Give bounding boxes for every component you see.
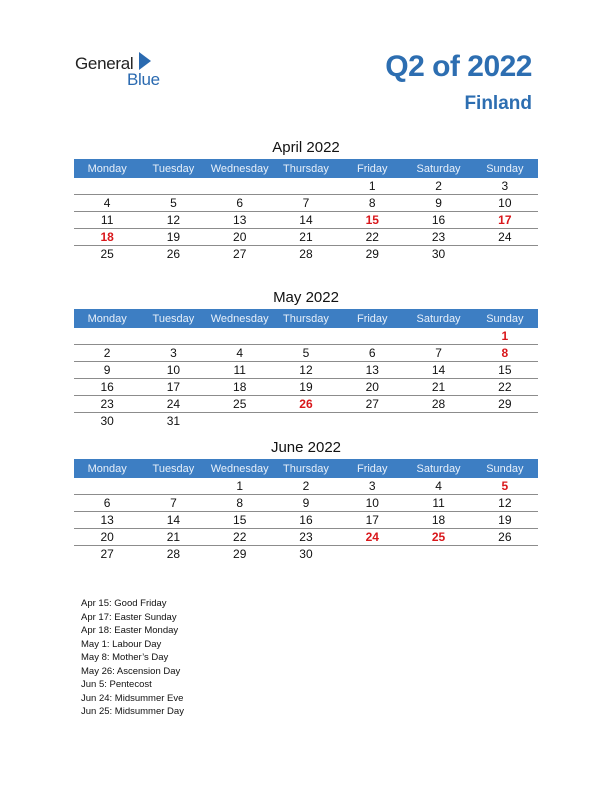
day-cell: 16: [405, 212, 471, 229]
weekday-header: Saturday: [405, 309, 471, 328]
day-cell: 1: [472, 328, 538, 345]
day-cell: [472, 546, 538, 563]
week-row: [74, 546, 538, 563]
week-row: [74, 345, 538, 362]
calendar-table: [74, 309, 538, 429]
day-cell: [339, 328, 405, 345]
day-cell: 17: [339, 512, 405, 529]
week-row: [74, 413, 538, 430]
weekday-header: Wednesday: [207, 159, 273, 178]
day-cell: 9: [273, 495, 339, 512]
holiday-item: Jun 25: Midsummer Day: [81, 706, 184, 717]
day-cell: 22: [472, 379, 538, 396]
week-row: [74, 396, 538, 413]
day-cell: 6: [339, 345, 405, 362]
week-row: [74, 246, 538, 263]
day-cell: 26: [273, 396, 339, 413]
day-cell: [207, 413, 273, 430]
logo-blue-text: Blue: [127, 70, 160, 89]
weekday-header: Saturday: [405, 159, 471, 178]
day-cell: 4: [405, 478, 471, 495]
day-cell: [207, 328, 273, 345]
day-cell: 15: [207, 512, 273, 529]
day-cell: 7: [140, 495, 206, 512]
weekday-header: Saturday: [405, 459, 471, 478]
day-cell: 27: [339, 396, 405, 413]
day-cell: 31: [166, 414, 181, 428]
month-title: April 2022: [272, 139, 340, 156]
day-cell: 29: [365, 247, 379, 261]
day-cell: 11: [405, 495, 471, 512]
day-cell: [405, 328, 471, 345]
day-cell: [140, 328, 206, 345]
day-cell: 20: [74, 529, 140, 546]
month-june: [74, 437, 538, 562]
day-cell: [472, 246, 538, 263]
day-cell: 13: [339, 362, 405, 379]
holiday-item: Apr 17: Easter Sunday: [81, 611, 177, 623]
day-cell: 16: [74, 379, 140, 396]
day-cell: 13: [74, 512, 140, 529]
day-cell: 2: [74, 345, 140, 362]
day-cell: 6: [207, 195, 273, 212]
day-cell: 3: [140, 345, 206, 362]
month-title: June 2022: [270, 439, 342, 456]
weekday-header: Monday: [74, 309, 140, 328]
weekday-header: Thursday: [273, 309, 339, 328]
day-cell: [140, 178, 206, 195]
weekday-header-row: [74, 309, 538, 328]
day-cell: 19: [140, 229, 206, 246]
day-cell: 23: [405, 229, 471, 246]
day-cell: 29: [233, 547, 247, 561]
logo: [75, 52, 185, 92]
month-title: May 2022: [273, 289, 339, 306]
month-april: [74, 137, 538, 262]
week-row: [74, 529, 538, 546]
day-cell: 28: [299, 247, 313, 261]
day-cell: 15: [339, 212, 405, 229]
day-cell: 19: [273, 379, 339, 396]
day-cell: 22: [339, 229, 405, 246]
weekday-header: Sunday: [472, 159, 538, 178]
week-row: [74, 178, 538, 195]
week-row: [74, 328, 538, 345]
day-cell: 3: [472, 178, 538, 195]
week-row: [74, 478, 538, 495]
day-cell: 20: [339, 379, 405, 396]
weekday-header: Tuesday: [140, 309, 206, 328]
day-cell: 30: [431, 247, 446, 261]
week-row: [74, 195, 538, 212]
day-cell: 15: [472, 362, 538, 379]
day-cell: 21: [273, 229, 339, 246]
day-cell: 16: [273, 512, 339, 529]
day-cell: 6: [74, 495, 140, 512]
day-cell: [273, 413, 339, 430]
weekday-header: Tuesday: [140, 459, 206, 478]
day-cell: 25: [207, 396, 273, 413]
day-cell: 30: [100, 414, 114, 428]
day-cell: 11: [74, 212, 140, 229]
day-cell: 5: [273, 345, 339, 362]
day-cell: 5: [472, 478, 538, 495]
day-cell: 19: [472, 512, 538, 529]
day-cell: 13: [207, 212, 273, 229]
day-cell: 14: [405, 362, 471, 379]
week-row: [74, 512, 538, 529]
day-cell: 12: [140, 212, 206, 229]
day-cell: 2: [273, 478, 339, 495]
day-cell: 23: [273, 529, 339, 546]
week-row: [74, 495, 538, 512]
holiday-item: Jun 24: Midsummer Eve: [81, 692, 184, 704]
weekday-header: Friday: [339, 159, 405, 178]
day-cell: 27: [100, 547, 114, 561]
weekday-header: Sunday: [472, 309, 538, 328]
country-name: Finland: [464, 93, 532, 114]
day-cell: [74, 178, 140, 195]
day-cell: 22: [207, 529, 273, 546]
weekday-header: Wednesday: [207, 309, 273, 328]
day-cell: 18: [405, 512, 471, 529]
day-cell: 12: [273, 362, 339, 379]
day-cell: [74, 478, 140, 495]
day-cell: 11: [207, 362, 273, 379]
week-row: [74, 379, 538, 396]
day-cell: 18: [74, 229, 140, 246]
day-cell: 28: [166, 547, 181, 561]
holiday-item: Apr 18: Easter Monday: [81, 625, 179, 636]
weekday-header: Monday: [74, 459, 140, 478]
day-cell: 3: [339, 478, 405, 495]
logo-general-text: General: [75, 54, 134, 73]
day-cell: 17: [472, 212, 538, 229]
day-cell: [405, 546, 471, 563]
day-cell: 29: [472, 396, 538, 413]
weekday-header: Thursday: [273, 159, 339, 178]
weekday-header: Monday: [74, 159, 140, 178]
weekday-header: Friday: [339, 309, 405, 328]
holiday-list: [81, 597, 184, 719]
day-cell: 8: [339, 195, 405, 212]
day-cell: 7: [405, 345, 471, 362]
day-cell: [207, 178, 273, 195]
day-cell: 8: [472, 345, 538, 362]
holiday-item: May 26: Ascension Day: [81, 665, 181, 677]
day-cell: 28: [405, 396, 471, 413]
day-cell: 21: [140, 529, 206, 546]
holiday-item: May 8: Mother’s Day: [81, 652, 169, 663]
day-cell: [273, 178, 339, 195]
holiday-item: May 1: Labour Day: [81, 638, 162, 650]
day-cell: 12: [472, 495, 538, 512]
day-cell: 25: [405, 529, 471, 546]
weekday-header: Tuesday: [140, 159, 206, 178]
day-cell: 26: [472, 529, 538, 546]
week-row: [74, 212, 538, 229]
holiday-item: Apr 15: Good Friday: [81, 598, 167, 609]
week-row: [74, 229, 538, 246]
day-cell: 4: [207, 345, 273, 362]
day-cell: [74, 328, 140, 345]
day-cell: 17: [140, 379, 206, 396]
day-cell: 18: [207, 379, 273, 396]
day-cell: [273, 328, 339, 345]
day-cell: 9: [74, 362, 140, 379]
day-cell: 8: [207, 495, 273, 512]
day-cell: 1: [207, 478, 273, 495]
calendar-table: [74, 459, 538, 562]
day-cell: 5: [140, 195, 206, 212]
weekday-header: Sunday: [472, 459, 538, 478]
day-cell: [472, 413, 538, 430]
day-cell: [339, 546, 405, 563]
day-cell: 9: [405, 195, 471, 212]
weekday-header-row: [74, 459, 538, 478]
day-cell: [140, 478, 206, 495]
logo-triangle-icon: [139, 52, 151, 70]
day-cell: 23: [74, 396, 140, 413]
day-cell: 10: [339, 495, 405, 512]
weekday-header: Friday: [339, 459, 405, 478]
holiday-item: Jun 5: Pentecost: [81, 679, 152, 690]
day-cell: 20: [207, 229, 273, 246]
day-cell: 26: [166, 247, 181, 261]
day-cell: 24: [472, 229, 538, 246]
day-cell: 10: [140, 362, 206, 379]
day-cell: 4: [74, 195, 140, 212]
month-may: [74, 287, 538, 429]
weekday-header: Wednesday: [207, 459, 273, 478]
day-cell: [339, 413, 405, 430]
weekday-header: Thursday: [273, 459, 339, 478]
day-cell: 14: [140, 512, 206, 529]
day-cell: 24: [140, 396, 206, 413]
day-cell: 1: [339, 178, 405, 195]
calendar-table: [74, 159, 538, 262]
day-cell: 2: [405, 178, 471, 195]
day-cell: 14: [273, 212, 339, 229]
weekday-header-row: [74, 159, 538, 178]
day-cell: 27: [233, 247, 247, 261]
week-row: [74, 362, 538, 379]
day-cell: 25: [100, 247, 114, 261]
page-title: Q2 of 2022: [385, 50, 532, 83]
day-cell: 21: [405, 379, 471, 396]
day-cell: 30: [299, 547, 313, 561]
day-cell: [405, 413, 471, 430]
day-cell: 10: [472, 195, 538, 212]
day-cell: 7: [273, 195, 339, 212]
day-cell: 24: [339, 529, 405, 546]
